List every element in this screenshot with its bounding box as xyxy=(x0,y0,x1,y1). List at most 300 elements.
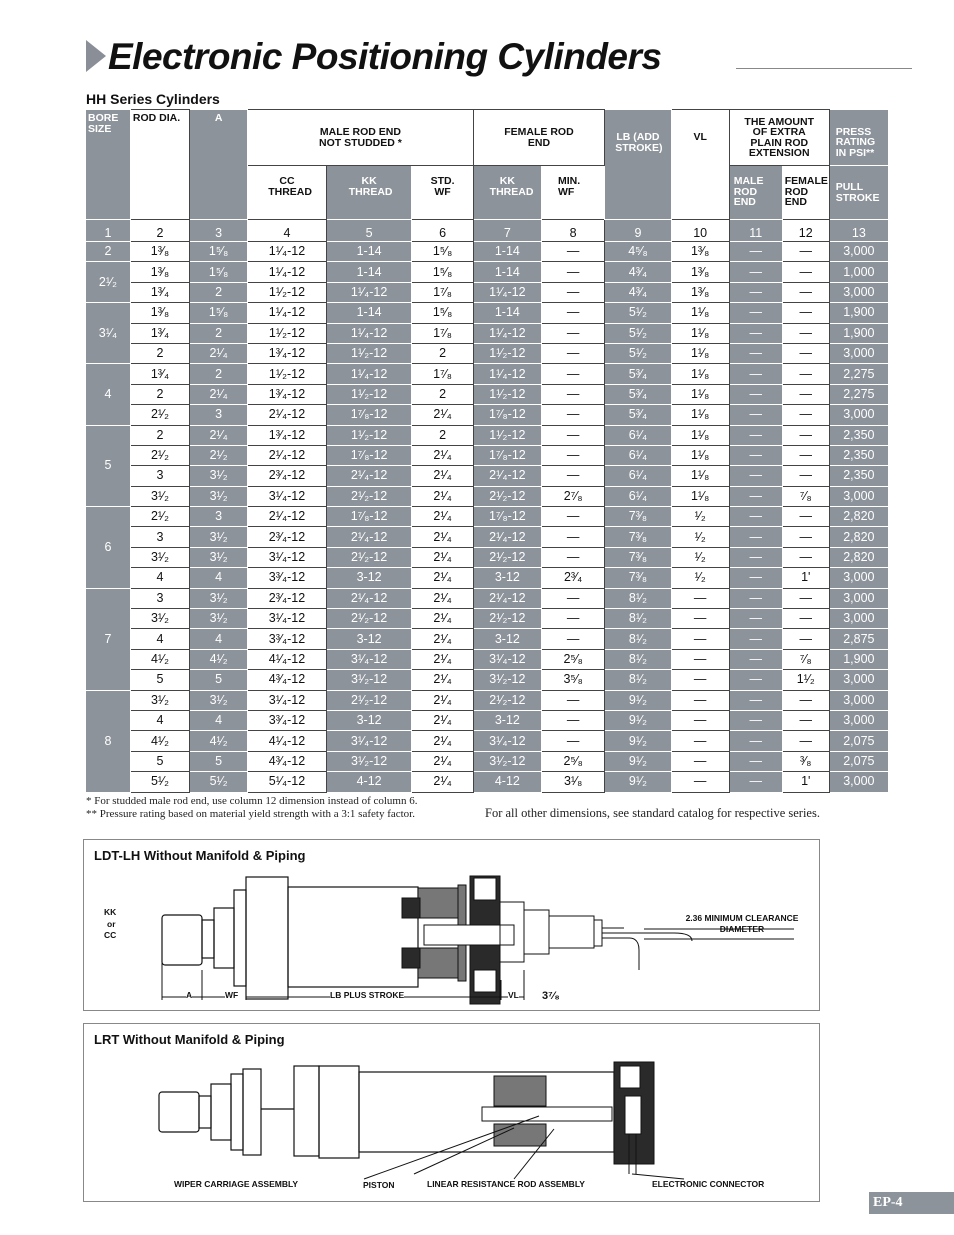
table-cell: — xyxy=(729,568,782,588)
table-cell: 5 xyxy=(190,751,248,771)
table-cell: 2 xyxy=(412,425,473,445)
table-row xyxy=(86,690,889,710)
table-cell: 3 xyxy=(190,405,248,425)
table-cell: 1⁵⁄₈ xyxy=(190,242,248,262)
table-cell: 1,900 xyxy=(829,303,888,323)
header-lb: LB (ADD STROKE) xyxy=(605,110,671,220)
table-cell: — xyxy=(542,629,605,649)
header-vl: VL xyxy=(671,110,729,220)
table-cell: ⁷⁄₈ xyxy=(782,486,829,506)
wf-dimension-label: WF xyxy=(225,990,239,1000)
table-cell: 3 xyxy=(130,527,189,547)
column-number: 5 xyxy=(326,220,412,242)
table-row xyxy=(86,343,889,363)
table-cell: 1⁷⁄₈-12 xyxy=(326,507,412,527)
table-cell: 3¹⁄₈ xyxy=(542,772,605,792)
table-cell: 3,000 xyxy=(829,405,888,425)
bore-size-cell: 8 xyxy=(86,690,131,792)
page-number: EP-4 xyxy=(869,1192,954,1214)
table-cell: — xyxy=(782,507,829,527)
table-cell: 4-12 xyxy=(326,772,412,792)
table-cell: 2,350 xyxy=(829,466,888,486)
table-cell: 5³⁄₄ xyxy=(605,405,671,425)
lrt-diagram-title: LRT Without Manifold & Piping xyxy=(94,1032,285,1047)
table-cell: — xyxy=(782,547,829,567)
page-title: Electronic Positioning Cylinders xyxy=(108,36,662,77)
table-cell: 2¹⁄₄ xyxy=(412,445,473,465)
table-cell: — xyxy=(729,751,782,771)
table-cell: 4 xyxy=(190,710,248,730)
table-cell: — xyxy=(542,303,605,323)
table-cell: — xyxy=(729,364,782,384)
table-cell: 1' xyxy=(782,568,829,588)
table-cell: 4³⁄₄-12 xyxy=(248,670,327,690)
table-cell: 2¹⁄₄ xyxy=(412,670,473,690)
table-cell: 7³⁄₈ xyxy=(605,547,671,567)
table-cell: 3¹⁄₄-12 xyxy=(473,649,541,669)
table-cell: 2¹⁄₂-12 xyxy=(473,486,541,506)
table-cell: 1¹⁄₈ xyxy=(671,486,729,506)
table-cell: 2 xyxy=(190,364,248,384)
table-cell: 1⁷⁄₈-12 xyxy=(473,507,541,527)
table-cell: 3⁵⁄₈ xyxy=(542,670,605,690)
section-title: HH Series Cylinders xyxy=(86,91,220,107)
table-cell: 1-14 xyxy=(473,303,541,323)
lrt-cylinder-drawing xyxy=(84,1024,819,1201)
column-number: 3 xyxy=(190,220,248,242)
table-cell: 1¹⁄₄-12 xyxy=(248,242,327,262)
table-cell: 1¹⁄₈ xyxy=(671,466,729,486)
table-cell: 8¹⁄₂ xyxy=(605,609,671,629)
table-cell: 1⁵⁄₈ xyxy=(412,242,473,262)
table-cell: 2¹⁄₄-12 xyxy=(248,445,327,465)
table-cell: 2 xyxy=(190,282,248,302)
wiper-carriage-label: WIPER CARRIAGE ASSEMBLY xyxy=(174,1179,299,1189)
table-cell: 5 xyxy=(190,670,248,690)
header-extra-group: THE AMOUNT OF EXTRA PLAIN ROD EXTENSION xyxy=(729,110,829,166)
table-cell: 4¹⁄₄-12 xyxy=(248,731,327,751)
table-cell: — xyxy=(782,343,829,363)
table-cell: 4³⁄₄-12 xyxy=(248,751,327,771)
table-row xyxy=(86,609,889,629)
header-female-group: FEMALE ROD END xyxy=(473,110,605,166)
table-cell: 4¹⁄₂ xyxy=(130,731,189,751)
table-cell: 6¹⁄₄ xyxy=(605,486,671,506)
table-cell: 4 xyxy=(190,568,248,588)
table-cell: 1¹⁄₄-12 xyxy=(473,323,541,343)
table-cell: 5³⁄₄ xyxy=(605,364,671,384)
table-cell: 1³⁄₈ xyxy=(130,242,189,262)
table-cell: — xyxy=(542,323,605,343)
table-cell: — xyxy=(729,731,782,751)
table-cell: 1¹⁄₂-12 xyxy=(248,323,327,343)
table-cell: 1¹⁄₈ xyxy=(671,445,729,465)
table-cell: — xyxy=(542,425,605,445)
table-cell: 2¹⁄₄ xyxy=(412,466,473,486)
table-cell: — xyxy=(542,731,605,751)
table-cell: 2¹⁄₄-12 xyxy=(326,527,412,547)
table-cell: 1-14 xyxy=(473,262,541,282)
table-cell: 7³⁄₈ xyxy=(605,568,671,588)
table-cell: 1¹⁄₄-12 xyxy=(326,282,412,302)
bore-size-cell: 3¹⁄₄ xyxy=(86,303,131,364)
header-std-wf: STD. WF xyxy=(412,166,473,220)
table-row xyxy=(86,466,889,486)
table-cell: 2¹⁄₂-12 xyxy=(326,690,412,710)
table-cell: 3 xyxy=(130,466,189,486)
header-min-wf: MIN. WF xyxy=(542,166,605,220)
table-cell: — xyxy=(782,364,829,384)
table-cell: 1¹⁄₈ xyxy=(671,343,729,363)
table-cell: — xyxy=(729,466,782,486)
table-cell: 1³⁄₈ xyxy=(130,262,189,282)
bore-size-cell: 5 xyxy=(86,425,131,507)
table-cell: — xyxy=(729,262,782,282)
table-cell: — xyxy=(782,629,829,649)
table-cell: — xyxy=(542,242,605,262)
table-cell: — xyxy=(782,425,829,445)
table-cell: 4 xyxy=(190,629,248,649)
table-cell: 9¹⁄₂ xyxy=(605,731,671,751)
column-number: 10 xyxy=(671,220,729,242)
table-cell: 4³⁄₄ xyxy=(605,262,671,282)
column-number: 2 xyxy=(130,220,189,242)
table-cell: 1¹⁄₈ xyxy=(671,303,729,323)
table-cell: ¹⁄₂ xyxy=(671,507,729,527)
table-cell: — xyxy=(542,588,605,608)
table-cell: 3³⁄₄-12 xyxy=(248,710,327,730)
table-cell: 5¹⁄₂ xyxy=(605,323,671,343)
table-cell: 6¹⁄₄ xyxy=(605,425,671,445)
table-cell: 2¹⁄₄ xyxy=(412,588,473,608)
table-cell: — xyxy=(671,690,729,710)
table-cell: 3 xyxy=(190,507,248,527)
header-rod-dia: ROD DIA. xyxy=(130,110,189,220)
table-cell: 2¹⁄₄ xyxy=(412,649,473,669)
table-cell: — xyxy=(782,527,829,547)
table-cell: 4¹⁄₂ xyxy=(130,649,189,669)
column-number: 9 xyxy=(605,220,671,242)
table-cell: 2 xyxy=(130,343,189,363)
bore-size-cell: 7 xyxy=(86,588,131,690)
table-cell: 9¹⁄₂ xyxy=(605,690,671,710)
table-cell: 1¹⁄₈ xyxy=(671,405,729,425)
table-cell: 3¹⁄₂ xyxy=(130,547,189,567)
table-cell: — xyxy=(729,486,782,506)
table-cell: 3¹⁄₂ xyxy=(130,690,189,710)
table-cell: 1-14 xyxy=(473,242,541,262)
table-cell: 2¹⁄₄-12 xyxy=(473,466,541,486)
table-cell: — xyxy=(671,772,729,792)
footnote-3: For all other dimensions, see standard catalog for respective series. xyxy=(485,806,820,820)
table-cell: 5 xyxy=(130,751,189,771)
table-cell: 2¹⁄₂-12 xyxy=(326,609,412,629)
table-cell: 2¹⁄₄ xyxy=(412,690,473,710)
table-cell: — xyxy=(729,710,782,730)
table-row xyxy=(86,588,889,608)
table-cell: — xyxy=(542,445,605,465)
table-cell: 2,350 xyxy=(829,425,888,445)
table-cell: 1³⁄₄-12 xyxy=(248,425,327,445)
table-cell: 3,000 xyxy=(829,486,888,506)
table-cell: ¹⁄₂ xyxy=(671,527,729,547)
table-cell: 2¹⁄₄ xyxy=(412,629,473,649)
ldt-lh-diagram-panel xyxy=(83,839,820,1011)
table-cell: 2¹⁄₄-12 xyxy=(248,507,327,527)
table-cell: — xyxy=(782,609,829,629)
table-cell: 1¹⁄₈ xyxy=(671,364,729,384)
lrt-diagram-panel xyxy=(83,1023,820,1202)
table-cell: 3,000 xyxy=(829,690,888,710)
table-cell: 3,000 xyxy=(829,588,888,608)
table-cell: 2³⁄₄-12 xyxy=(248,527,327,547)
table-cell: — xyxy=(729,772,782,792)
table-cell: 3¹⁄₂ xyxy=(190,547,248,567)
table-cell: 1³⁄₈ xyxy=(671,262,729,282)
table-cell: 3-12 xyxy=(473,568,541,588)
lb-dimension-label: LB PLUS STROKE xyxy=(330,990,405,1000)
table-cell: — xyxy=(782,242,829,262)
table-cell: 4¹⁄₂ xyxy=(190,649,248,669)
table-cell: — xyxy=(542,384,605,404)
header-female-rod-end: FEMALE ROD END xyxy=(782,166,829,220)
table-cell: 2¹⁄₄-12 xyxy=(248,405,327,425)
table-row xyxy=(86,364,889,384)
piston-label: PISTON xyxy=(363,1180,395,1190)
table-cell: — xyxy=(782,405,829,425)
bore-size-cell: 2¹⁄₂ xyxy=(86,262,131,303)
table-row xyxy=(86,731,889,751)
table-cell: 2¹⁄₄ xyxy=(190,384,248,404)
table-cell: — xyxy=(542,364,605,384)
table-cell: 8¹⁄₂ xyxy=(605,649,671,669)
table-cell: — xyxy=(671,588,729,608)
table-cell: 1⁷⁄₈-12 xyxy=(473,445,541,465)
table-cell: 2 xyxy=(190,323,248,343)
table-cell: 2¹⁄₄-12 xyxy=(473,588,541,608)
table-cell: 2,350 xyxy=(829,445,888,465)
header-press-rating: PRESS RATING IN PSI** xyxy=(829,110,888,166)
table-cell: — xyxy=(729,323,782,343)
table-cell: 2,075 xyxy=(829,731,888,751)
table-cell: 5¹⁄₄-12 xyxy=(248,772,327,792)
a-dimension-label: A xyxy=(186,990,193,1000)
table-cell: 8¹⁄₂ xyxy=(605,629,671,649)
table-row xyxy=(86,751,889,771)
table-cell: 3¹⁄₂ xyxy=(190,609,248,629)
table-cell: ¹⁄₂ xyxy=(671,568,729,588)
table-row xyxy=(86,629,889,649)
table-cell: — xyxy=(729,547,782,567)
table-cell: 1¹⁄₈ xyxy=(671,323,729,343)
table-cell: 2,820 xyxy=(829,507,888,527)
table-row xyxy=(86,323,889,343)
vl-dimension-label: VL xyxy=(508,990,519,1000)
cc-label: CC xyxy=(104,930,117,940)
table-cell: 1¹⁄₂-12 xyxy=(326,343,412,363)
table-cell: 3¹⁄₄-12 xyxy=(326,649,412,669)
table-cell: 3¹⁄₂-12 xyxy=(326,751,412,771)
table-cell: 3¹⁄₂ xyxy=(190,466,248,486)
table-cell: — xyxy=(782,262,829,282)
table-cell: — xyxy=(542,262,605,282)
table-cell: 8¹⁄₂ xyxy=(605,670,671,690)
title-rule xyxy=(736,68,912,69)
table-cell: 1³⁄₄ xyxy=(130,282,189,302)
table-cell: — xyxy=(729,445,782,465)
table-cell: 3-12 xyxy=(326,629,412,649)
table-cell: 1,900 xyxy=(829,323,888,343)
header-kk-thread-male: KK THREAD xyxy=(326,166,412,220)
table-cell: 1⁵⁄₈ xyxy=(190,262,248,282)
footnote-2: ** Pressure rating based on material yield strength with a 3:1 safety factor. xyxy=(86,808,415,820)
header-male-rod-end: MALE ROD END xyxy=(729,166,782,220)
bore-size-cell: 2 xyxy=(86,242,131,262)
table-cell: 2¹⁄₂-12 xyxy=(473,547,541,567)
table-cell: 1³⁄₄ xyxy=(130,364,189,384)
table-cell: 2¹⁄₂ xyxy=(190,445,248,465)
table-cell: — xyxy=(671,609,729,629)
table-cell: 3,000 xyxy=(829,343,888,363)
header-cc-thread: CC THREAD xyxy=(248,166,327,220)
table-cell: 3¹⁄₂ xyxy=(190,527,248,547)
table-cell: 1,900 xyxy=(829,649,888,669)
table-cell: 4 xyxy=(130,568,189,588)
header-pull-stroke: PULL STROKE xyxy=(829,166,888,220)
table-cell: 1¹⁄₈ xyxy=(671,384,729,404)
table-cell: 5¹⁄₂ xyxy=(605,343,671,363)
table-cell: — xyxy=(729,527,782,547)
table-cell: 2,275 xyxy=(829,364,888,384)
table-row xyxy=(86,445,889,465)
table-cell: — xyxy=(782,445,829,465)
column-number-row xyxy=(86,220,889,242)
table-cell: 5¹⁄₂ xyxy=(605,303,671,323)
table-cell: — xyxy=(729,303,782,323)
table-cell: 2¹⁄₂ xyxy=(130,405,189,425)
table-cell: 2¹⁄₄ xyxy=(412,547,473,567)
table-cell: 2¹⁄₂ xyxy=(130,507,189,527)
table-cell: 1¹⁄₄-12 xyxy=(248,303,327,323)
linear-resistance-rod-label: LINEAR RESISTANCE ROD ASSEMBLY xyxy=(427,1179,585,1189)
table-cell: 1-14 xyxy=(326,262,412,282)
table-cell: 2⁷⁄₈ xyxy=(542,486,605,506)
table-cell: ⁷⁄₈ xyxy=(782,649,829,669)
table-cell: 5¹⁄₂ xyxy=(190,772,248,792)
table-cell: — xyxy=(542,282,605,302)
column-number: 1 xyxy=(86,220,131,242)
table-cell: 8¹⁄₂ xyxy=(605,588,671,608)
header-bore-size: BORE SIZE xyxy=(86,110,131,220)
table-row xyxy=(86,547,889,567)
electronic-connector-label: ELECTRONIC CONNECTOR xyxy=(652,1179,765,1189)
table-row xyxy=(86,425,889,445)
table-cell: — xyxy=(729,609,782,629)
table-cell: 9¹⁄₂ xyxy=(605,710,671,730)
table-cell: 2¹⁄₄-12 xyxy=(326,588,412,608)
table-row xyxy=(86,670,889,690)
table-cell: — xyxy=(671,710,729,730)
spec-table-body xyxy=(86,242,889,793)
table-cell: 3-12 xyxy=(326,568,412,588)
table-cell: 2¹⁄₄ xyxy=(412,772,473,792)
table-cell: — xyxy=(729,343,782,363)
table-cell: 1³⁄₄ xyxy=(130,323,189,343)
table-cell: 3-12 xyxy=(326,710,412,730)
table-cell: — xyxy=(542,547,605,567)
table-cell: 2¹⁄₂-12 xyxy=(326,486,412,506)
table-row xyxy=(86,242,889,262)
table-cell: — xyxy=(782,303,829,323)
table-cell: 2³⁄₄-12 xyxy=(248,588,327,608)
table-cell: 4¹⁄₄-12 xyxy=(248,649,327,669)
table-row xyxy=(86,568,889,588)
table-cell: 2,820 xyxy=(829,527,888,547)
table-cell: 3-12 xyxy=(473,629,541,649)
table-cell: — xyxy=(782,466,829,486)
table-cell: 2¹⁄₄-12 xyxy=(473,527,541,547)
table-cell: 3¹⁄₄-12 xyxy=(248,486,327,506)
column-number: 11 xyxy=(729,220,782,242)
table-cell: 3¹⁄₂ xyxy=(190,690,248,710)
title-arrow-icon xyxy=(86,40,106,72)
table-cell: — xyxy=(782,282,829,302)
table-cell: — xyxy=(729,282,782,302)
table-cell: 2⁵⁄₈ xyxy=(542,649,605,669)
table-cell: 1⁵⁄₈ xyxy=(412,303,473,323)
bore-size-cell: 4 xyxy=(86,364,131,425)
column-number: 7 xyxy=(473,220,541,242)
column-number: 6 xyxy=(412,220,473,242)
table-cell: 3,000 xyxy=(829,282,888,302)
table-cell: — xyxy=(542,527,605,547)
table-row xyxy=(86,710,889,730)
table-cell: 5¹⁄₂ xyxy=(130,772,189,792)
table-cell: 3,000 xyxy=(829,568,888,588)
table-cell: 2³⁄₄ xyxy=(542,568,605,588)
table-cell: 7³⁄₈ xyxy=(605,527,671,547)
table-cell: 2 xyxy=(412,384,473,404)
table-cell: 1¹⁄₂ xyxy=(782,670,829,690)
table-cell: 3³⁄₄-12 xyxy=(248,568,327,588)
three-seven-eighths-label: 3⁷⁄₈ xyxy=(542,990,560,1002)
table-cell: 1¹⁄₂-12 xyxy=(473,384,541,404)
table-cell: 1¹⁄₄-12 xyxy=(248,262,327,282)
table-cell: — xyxy=(542,507,605,527)
table-cell: — xyxy=(542,710,605,730)
table-cell: — xyxy=(782,323,829,343)
table-cell: 1¹⁄₂-12 xyxy=(473,425,541,445)
table-cell: ¹⁄₂ xyxy=(671,547,729,567)
table-cell: 9¹⁄₂ xyxy=(605,772,671,792)
table-cell: — xyxy=(671,751,729,771)
table-cell: 1⁵⁄₈ xyxy=(190,303,248,323)
table-cell: — xyxy=(729,670,782,690)
kk-label: KK xyxy=(104,907,117,917)
table-cell: 3-12 xyxy=(473,710,541,730)
table-cell: — xyxy=(671,629,729,649)
table-cell: — xyxy=(782,588,829,608)
table-cell: 1⁷⁄₈-12 xyxy=(326,405,412,425)
table-cell: 1¹⁄₄-12 xyxy=(473,282,541,302)
table-cell: 2¹⁄₂-12 xyxy=(326,547,412,567)
table-cell: — xyxy=(542,466,605,486)
table-cell: 4⁵⁄₈ xyxy=(605,242,671,262)
table-cell: 1¹⁄₈ xyxy=(671,425,729,445)
table-cell: 1¹⁄₂-12 xyxy=(473,343,541,363)
table-cell: — xyxy=(542,690,605,710)
table-cell: 1¹⁄₂-12 xyxy=(248,364,327,384)
